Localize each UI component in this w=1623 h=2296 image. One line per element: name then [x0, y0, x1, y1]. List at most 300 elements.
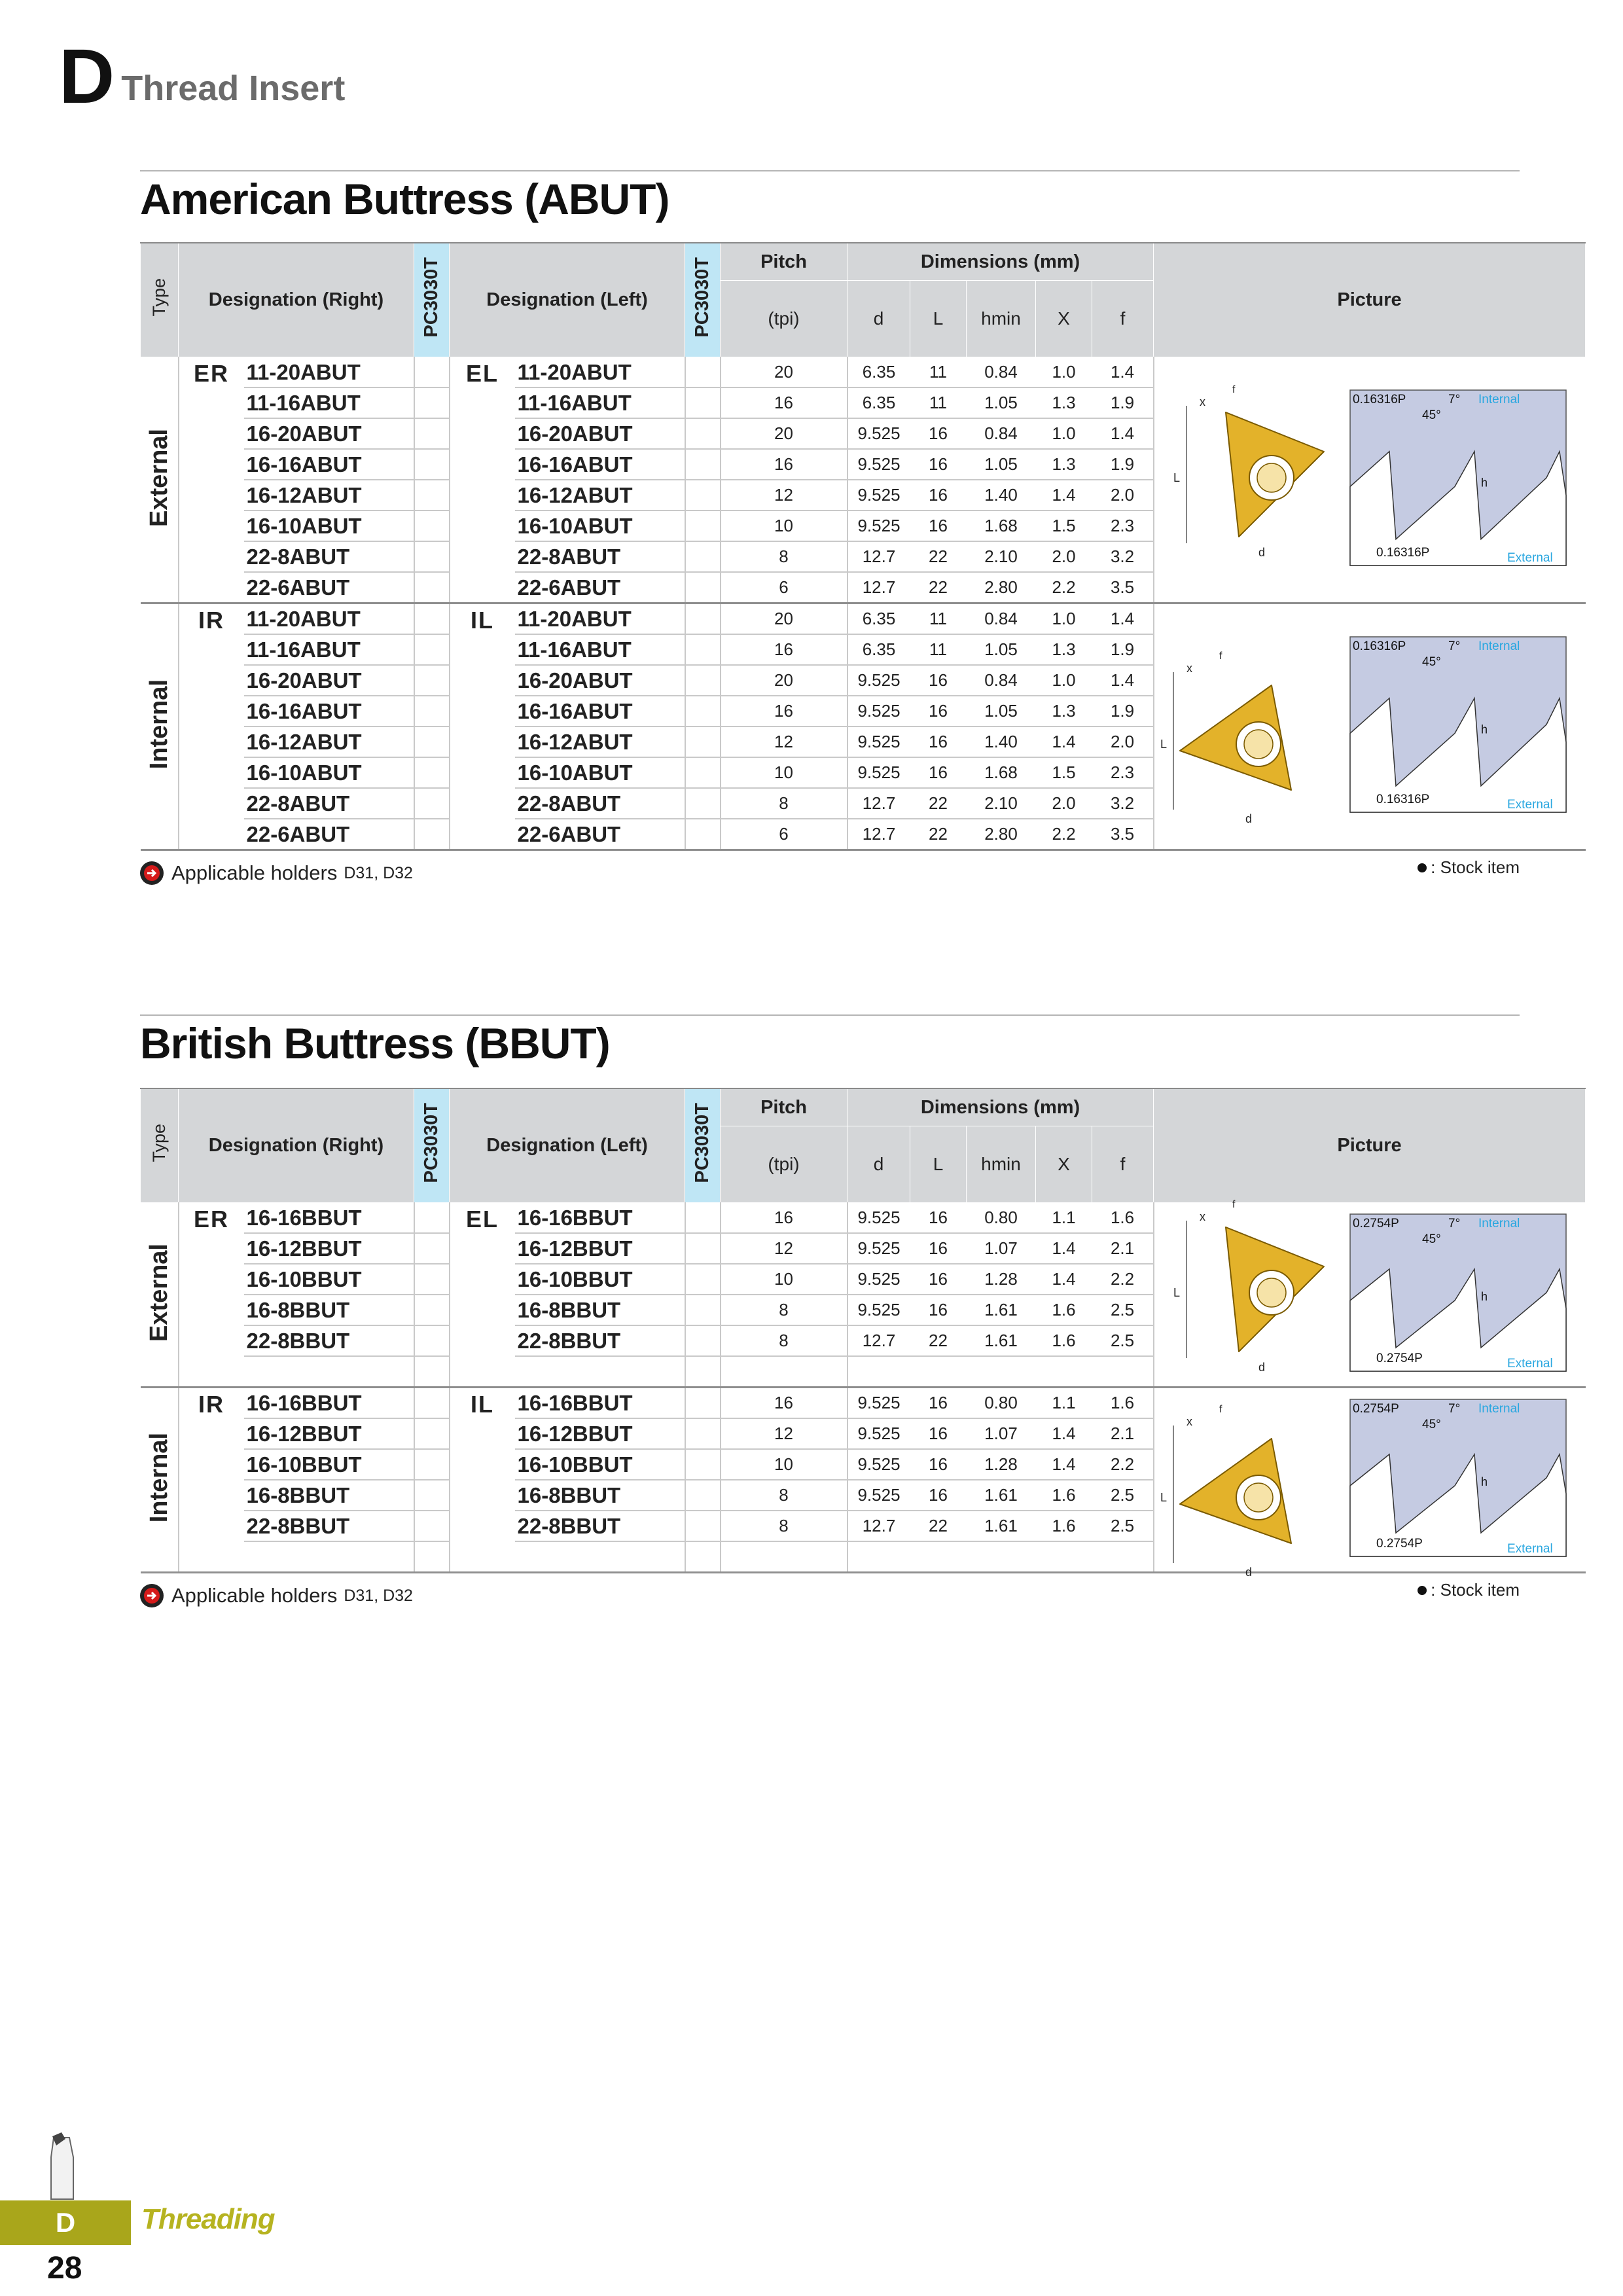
left-hand-code: EL [450, 1203, 515, 1388]
dim-L: 22 [910, 819, 967, 850]
stock-cell [685, 696, 721, 726]
designation-left-header: Designation (Left) [450, 243, 685, 357]
designation-right[interactable]: 16-12BBUT [244, 1233, 414, 1264]
designation-left[interactable]: 22-8ABUT [515, 788, 685, 819]
dim-f: 2.2 [1092, 1264, 1154, 1295]
internal-label: Internal [1478, 639, 1520, 653]
dim-L: 16 [910, 480, 967, 511]
dim-X: 1.3 [1036, 634, 1092, 665]
designation-left[interactable]: 22-8BBUT [515, 1325, 685, 1356]
group-label-internal: Internal [141, 603, 179, 850]
dim-L: 16 [910, 1388, 967, 1419]
dim-hmin: 2.80 [967, 819, 1036, 850]
dim-f: 2.5 [1092, 1511, 1154, 1541]
dim-f: 2.1 [1092, 1233, 1154, 1264]
designation-right[interactable]: 16-10ABUT [244, 757, 414, 788]
pitch-tpi: 10 [721, 1264, 847, 1295]
pitch-tpi: 6 [721, 572, 847, 603]
external-label: External [1507, 1356, 1553, 1371]
designation-left[interactable]: 16-10ABUT [515, 511, 685, 541]
designation-right[interactable] [244, 1356, 414, 1388]
dim-f: 1.6 [1092, 1388, 1154, 1419]
dim-X: 1.6 [1036, 1325, 1092, 1356]
pitch-tpi: 12 [721, 480, 847, 511]
dim-f: 1.4 [1092, 603, 1154, 635]
table-row [141, 603, 1586, 635]
designation-right[interactable]: 16-8BBUT [244, 1480, 414, 1511]
stock-cell [414, 819, 450, 850]
dim-L: 11 [910, 387, 967, 418]
stock-cell [414, 726, 450, 757]
dim-hmin [967, 1541, 1036, 1573]
dim-f: 1.4 [1092, 357, 1154, 388]
designation-right[interactable] [244, 1541, 414, 1573]
left-hand-code: EL [450, 357, 515, 603]
stock-cell [414, 418, 450, 449]
dim-hmin: 0.80 [967, 1203, 1036, 1234]
designation-right[interactable]: 22-8BBUT [244, 1511, 414, 1541]
dim-L: 16 [910, 665, 967, 696]
stock-cell [685, 1264, 721, 1295]
dim-L [910, 1356, 967, 1388]
designation-left[interactable]: 16-10BBUT [515, 1449, 685, 1480]
dim-label-L: L [1173, 1285, 1181, 1299]
stock-cell [414, 1264, 450, 1295]
f-header: f [1092, 281, 1154, 357]
pitch-label-bottom: 0.16316P [1376, 545, 1430, 560]
designation-right[interactable]: 16-16ABUT [244, 696, 414, 726]
designation-right[interactable]: 16-10BBUT [244, 1449, 414, 1480]
insert-hole-inner [1244, 730, 1273, 759]
X-header: X [1036, 1126, 1092, 1203]
stock-cell [414, 572, 450, 603]
dim-L: 22 [910, 788, 967, 819]
dim-X: 1.6 [1036, 1480, 1092, 1511]
designation-left[interactable]: 16-12ABUT [515, 726, 685, 757]
left-hand-code: IL [450, 603, 515, 850]
designation-left[interactable]: 16-16ABUT [515, 449, 685, 480]
dim-hmin: 1.05 [967, 387, 1036, 418]
dim-X: 1.3 [1036, 696, 1092, 726]
angle-label-small: 7° [1448, 392, 1461, 406]
abut-spec-table [140, 242, 1586, 851]
section-title-abut: American Buttress (ABUT) [140, 175, 669, 223]
dim-f [1092, 1356, 1154, 1388]
dim-d: 9.525 [847, 449, 910, 480]
stock-cell [414, 757, 450, 788]
d-header: d [847, 281, 910, 357]
stock-cell [414, 603, 450, 635]
stock-cell [685, 449, 721, 480]
designation-right[interactable]: 11-16ABUT [244, 634, 414, 665]
stock-dot-icon [1418, 1586, 1427, 1595]
dim-f: 2.0 [1092, 480, 1154, 511]
dim-d: 9.525 [847, 1388, 910, 1419]
stock-cell [685, 665, 721, 696]
dim-label-x: x [1200, 1210, 1206, 1223]
dim-L: 16 [910, 757, 967, 788]
dim-hmin: 1.28 [967, 1264, 1036, 1295]
pitch-tpi: 8 [721, 541, 847, 572]
stock-cell [685, 1295, 721, 1325]
dim-d: 9.525 [847, 757, 910, 788]
dim-d: 9.525 [847, 1295, 910, 1325]
dim-f: 1.4 [1092, 665, 1154, 696]
stock-cell [414, 1418, 450, 1449]
stock-cell [685, 480, 721, 511]
dim-L: 16 [910, 1418, 967, 1449]
grade-header: PC3030T [685, 243, 721, 357]
dim-L: 16 [910, 449, 967, 480]
dim-X: 1.1 [1036, 1388, 1092, 1419]
angle-label-small: 7° [1448, 1401, 1461, 1416]
pitch-label-top: 0.16316P [1353, 392, 1406, 406]
dim-d: 12.7 [847, 572, 910, 603]
divider [140, 170, 1520, 171]
stock-cell [685, 1356, 721, 1388]
table-row [141, 357, 1586, 388]
designation-left[interactable]: 22-8BBUT [515, 1511, 685, 1541]
dim-label-x: x [1186, 661, 1193, 675]
stock-cell [414, 541, 450, 572]
dim-X: 2.0 [1036, 541, 1092, 572]
grade-header: PC3030T [685, 1088, 721, 1203]
height-label-h: h [1481, 722, 1488, 736]
pitch-tpi: 20 [721, 603, 847, 635]
stock-cell [414, 480, 450, 511]
dim-f: 2.5 [1092, 1295, 1154, 1325]
dim-f: 3.2 [1092, 788, 1154, 819]
insert-hole-inner [1257, 463, 1286, 492]
pitch-tpi: 8 [721, 1511, 847, 1541]
pitch-tpi: 20 [721, 418, 847, 449]
stock-cell [685, 788, 721, 819]
dim-d: 9.525 [847, 1480, 910, 1511]
designation-left-header: Designation (Left) [450, 1088, 685, 1203]
designation-right[interactable]: 16-10ABUT [244, 511, 414, 541]
dim-L: 16 [910, 1203, 967, 1234]
dim-d: 6.35 [847, 603, 910, 635]
dim-X: 1.0 [1036, 603, 1092, 635]
arrow-right-icon [140, 861, 164, 885]
stock-cell [414, 1511, 450, 1541]
designation-right-header: Designation (Right) [179, 243, 414, 357]
holders-label: Applicable holders [171, 861, 338, 884]
dim-d: 9.525 [847, 665, 910, 696]
stock-cell [685, 603, 721, 635]
designation-right[interactable]: 22-6ABUT [244, 572, 414, 603]
dim-d: 6.35 [847, 387, 910, 418]
pitch-label-top: 0.2754P [1353, 1401, 1399, 1416]
grade-header: PC3030T [414, 243, 450, 357]
thread-insert-drawing [1160, 380, 1579, 576]
dim-L: 22 [910, 541, 967, 572]
dim-L: 22 [910, 1511, 967, 1541]
dim-d: 9.525 [847, 1233, 910, 1264]
dim-X [1036, 1541, 1092, 1573]
angle-label-small: 7° [1448, 1216, 1461, 1230]
dim-label-d: d [1245, 812, 1253, 825]
designation-right[interactable]: 22-8ABUT [244, 788, 414, 819]
pitch-tpi: 20 [721, 357, 847, 388]
designation-left[interactable]: 22-6ABUT [515, 572, 685, 603]
designation-left[interactable]: 16-12BBUT [515, 1418, 685, 1449]
stock-cell [685, 1449, 721, 1480]
pitch-tpi: 12 [721, 1418, 847, 1449]
pitch-tpi: 16 [721, 1388, 847, 1419]
designation-right[interactable]: 16-20ABUT [244, 418, 414, 449]
stock-cell [685, 634, 721, 665]
designation-left[interactable]: 22-8ABUT [515, 541, 685, 572]
stock-cell [685, 1203, 721, 1234]
L-header: L [910, 1126, 967, 1203]
angle-label-big: 45° [1422, 1232, 1441, 1246]
pitch-tpi: 8 [721, 1480, 847, 1511]
tpi-header: (tpi) [721, 1126, 847, 1203]
dim-L: 16 [910, 696, 967, 726]
dim-X: 1.4 [1036, 480, 1092, 511]
hmin-header: hmin [967, 1126, 1036, 1203]
dim-L: 11 [910, 634, 967, 665]
dim-X: 1.5 [1036, 757, 1092, 788]
dim-X: 1.0 [1036, 418, 1092, 449]
stock-cell [414, 1295, 450, 1325]
stock-cell [414, 1325, 450, 1356]
designation-right[interactable]: 11-20ABUT [244, 603, 414, 635]
stock-cell [414, 1541, 450, 1573]
insert-picture [1154, 357, 1586, 603]
holders-list[interactable]: D31, D32 [344, 1586, 413, 1605]
designation-left[interactable]: 16-10BBUT [515, 1264, 685, 1295]
dim-label-x: x [1186, 1414, 1193, 1428]
thread-insert-drawing [1160, 1389, 1579, 1579]
pitch-tpi: 16 [721, 449, 847, 480]
dim-L: 16 [910, 1264, 967, 1295]
chapter-tab-label: Threading [141, 2203, 275, 2235]
designation-right[interactable]: 16-16ABUT [244, 449, 414, 480]
right-hand-code: ER [179, 1203, 244, 1388]
dim-f: 1.9 [1092, 696, 1154, 726]
designation-right[interactable]: 11-20ABUT [244, 357, 414, 388]
holders-list[interactable]: D31, D32 [344, 863, 413, 882]
pitch-tpi: 20 [721, 665, 847, 696]
type-header: Type [141, 243, 179, 357]
stock-cell [414, 387, 450, 418]
designation-right[interactable]: 16-10BBUT [244, 1264, 414, 1295]
arrow-right-icon [140, 1584, 164, 1607]
dim-f: 1.6 [1092, 1203, 1154, 1234]
pitch-label-bottom: 0.16316P [1376, 792, 1430, 806]
stock-cell [685, 511, 721, 541]
dim-d: 9.525 [847, 511, 910, 541]
designation-right[interactable]: 16-12BBUT [244, 1418, 414, 1449]
dim-label-d: d [1245, 1565, 1253, 1579]
designation-left[interactable]: 16-12BBUT [515, 1233, 685, 1264]
stock-dot-icon [1418, 863, 1427, 872]
designation-right[interactable]: 22-6ABUT [244, 819, 414, 850]
dim-hmin [967, 1356, 1036, 1388]
dim-d [847, 1356, 910, 1388]
stock-cell [414, 1388, 450, 1419]
height-label-h: h [1481, 1475, 1488, 1488]
pitch-tpi: 8 [721, 1325, 847, 1356]
page-number: 28 [47, 2251, 82, 2286]
dim-hmin: 0.80 [967, 1388, 1036, 1419]
holders-label: Applicable holders [171, 1584, 338, 1607]
internal-label: Internal [1478, 1401, 1520, 1416]
designation-right[interactable]: 16-16BBUT [244, 1203, 414, 1234]
height-label-h: h [1481, 1289, 1488, 1303]
dim-X: 1.6 [1036, 1511, 1092, 1541]
dim-d: 6.35 [847, 634, 910, 665]
pitch-header: Pitch [721, 243, 847, 281]
designation-left[interactable]: 16-12ABUT [515, 480, 685, 511]
stock-cell [685, 1480, 721, 1511]
dim-d: 9.525 [847, 418, 910, 449]
stock-cell [414, 1480, 450, 1511]
pitch-tpi: 16 [721, 696, 847, 726]
designation-left[interactable]: 16-16BBUT [515, 1388, 685, 1419]
stock-cell [414, 634, 450, 665]
stock-cell [414, 665, 450, 696]
dim-X: 1.4 [1036, 726, 1092, 757]
designation-right[interactable]: 16-20ABUT [244, 665, 414, 696]
external-label: External [1507, 550, 1553, 565]
table-row [141, 1388, 1586, 1419]
designation-right[interactable]: 22-8ABUT [244, 541, 414, 572]
dim-d: 12.7 [847, 1325, 910, 1356]
designation-left[interactable]: 11-16ABUT [515, 634, 685, 665]
dim-f: 1.9 [1092, 634, 1154, 665]
dim-X [1036, 1356, 1092, 1388]
insert-picture [1154, 1198, 1586, 1388]
dim-label-x: x [1200, 395, 1206, 408]
dim-f [1092, 1541, 1154, 1573]
designation-left[interactable]: 16-10ABUT [515, 757, 685, 788]
dim-label-f: f [1232, 1198, 1236, 1210]
designation-left[interactable]: 11-20ABUT [515, 603, 685, 635]
pitch-tpi: 16 [721, 1203, 847, 1234]
dimensions-header: Dimensions (mm) [847, 1088, 1154, 1126]
stock-cell [414, 1449, 450, 1480]
designation-left[interactable]: 16-20ABUT [515, 418, 685, 449]
stock-cell [685, 357, 721, 388]
dim-d: 9.525 [847, 726, 910, 757]
angle-label-big: 45° [1422, 1417, 1441, 1431]
designation-left[interactable]: 11-16ABUT [515, 387, 685, 418]
dim-X: 1.1 [1036, 1203, 1092, 1234]
pitch-tpi: 16 [721, 387, 847, 418]
table-row [141, 1203, 1586, 1234]
thread-insert-drawing [1160, 626, 1579, 823]
dim-X: 1.6 [1036, 1295, 1092, 1325]
dim-hmin: 1.68 [967, 757, 1036, 788]
designation-right[interactable]: 16-8BBUT [244, 1295, 414, 1325]
dim-X: 2.2 [1036, 819, 1092, 850]
dim-X: 1.5 [1036, 511, 1092, 541]
angle-label-big: 45° [1422, 408, 1441, 422]
pitch-header: Pitch [721, 1088, 847, 1126]
dim-d: 9.525 [847, 696, 910, 726]
designation-left[interactable]: 16-8BBUT [515, 1480, 685, 1511]
designation-left[interactable]: 16-20ABUT [515, 665, 685, 696]
designation-left[interactable]: 16-16ABUT [515, 696, 685, 726]
designation-left[interactable]: 22-6ABUT [515, 819, 685, 850]
tpi-header: (tpi) [721, 281, 847, 357]
dim-hmin: 0.84 [967, 665, 1036, 696]
X-header: X [1036, 281, 1092, 357]
pitch-tpi: 12 [721, 726, 847, 757]
dim-X: 1.4 [1036, 1418, 1092, 1449]
dim-hmin: 0.84 [967, 418, 1036, 449]
designation-right[interactable]: 16-12ABUT [244, 480, 414, 511]
dim-hmin: 1.61 [967, 1511, 1036, 1541]
hmin-header: hmin [967, 281, 1036, 357]
designation-right[interactable]: 16-16BBUT [244, 1388, 414, 1419]
dim-L: 16 [910, 1233, 967, 1264]
pitch-tpi: 8 [721, 788, 847, 819]
dim-hmin: 1.40 [967, 480, 1036, 511]
dim-X: 1.0 [1036, 357, 1092, 388]
dim-X: 1.4 [1036, 1264, 1092, 1295]
dim-X: 1.0 [1036, 665, 1092, 696]
stock-cell [414, 788, 450, 819]
stock-cell [685, 726, 721, 757]
chapter-letter: D [59, 33, 113, 120]
stock-cell [414, 1233, 450, 1264]
designation-left[interactable] [515, 1541, 685, 1573]
stock-legend [1418, 857, 1520, 878]
dim-L: 16 [910, 1480, 967, 1511]
pitch-tpi: 16 [721, 634, 847, 665]
chapter-tab[interactable]: D [0, 2200, 131, 2245]
dim-L: 11 [910, 357, 967, 388]
dim-f: 3.5 [1092, 572, 1154, 603]
threading-tool-icon [42, 2131, 81, 2203]
angle-label-small: 7° [1448, 639, 1461, 653]
designation-left[interactable]: 11-20ABUT [515, 357, 685, 388]
internal-label: Internal [1478, 1216, 1520, 1230]
stock-legend-label: : Stock item [1431, 857, 1520, 877]
divider [140, 1014, 1520, 1016]
stock-legend-label: : Stock item [1431, 1580, 1520, 1600]
dim-hmin: 1.07 [967, 1418, 1036, 1449]
stock-cell [685, 1233, 721, 1264]
dim-L: 16 [910, 726, 967, 757]
dim-f: 1.4 [1092, 418, 1154, 449]
external-label: External [1507, 797, 1553, 812]
dim-X: 2.0 [1036, 788, 1092, 819]
dim-f: 2.3 [1092, 511, 1154, 541]
dimensions-header: Dimensions (mm) [847, 243, 1154, 281]
designation-left[interactable]: 16-8BBUT [515, 1295, 685, 1325]
designation-right[interactable]: 22-8BBUT [244, 1325, 414, 1356]
insert-hole-inner [1257, 1278, 1286, 1307]
dim-f: 2.5 [1092, 1480, 1154, 1511]
group-label-external: External [141, 357, 179, 603]
external-label: External [1507, 1541, 1553, 1556]
right-hand-code: IR [179, 1388, 244, 1573]
dim-X: 1.4 [1036, 1449, 1092, 1480]
stock-cell [685, 387, 721, 418]
dim-L: 16 [910, 511, 967, 541]
designation-right[interactable]: 11-16ABUT [244, 387, 414, 418]
designation-right[interactable]: 16-12ABUT [244, 726, 414, 757]
designation-left[interactable] [515, 1356, 685, 1388]
internal-label: Internal [1478, 392, 1520, 406]
designation-left[interactable]: 16-16BBUT [515, 1203, 685, 1234]
f-header: f [1092, 1126, 1154, 1203]
